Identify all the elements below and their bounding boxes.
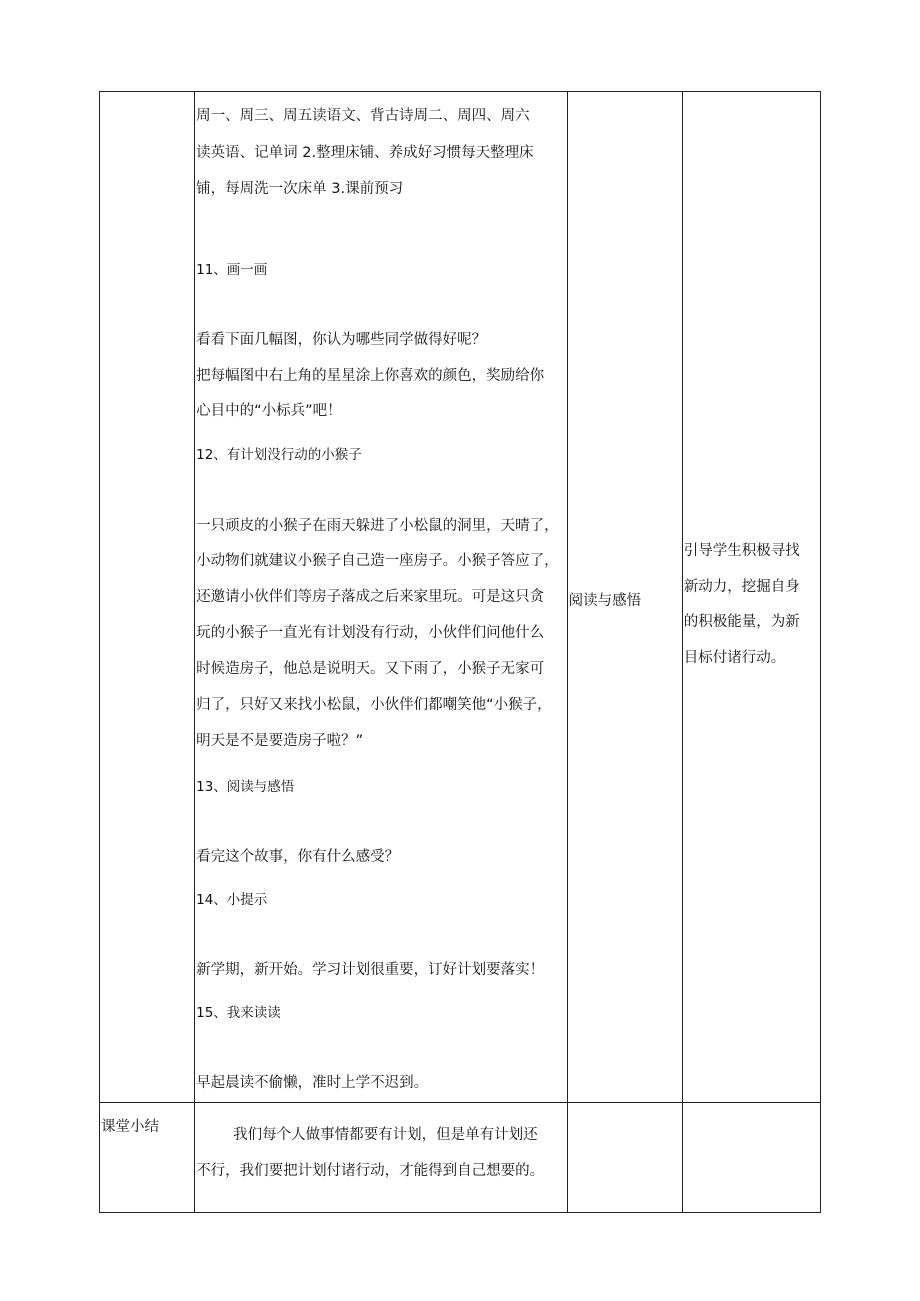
content-line: 周一、周三、周五读语文、背古诗周二、周四、周六 bbox=[196, 108, 530, 124]
section-heading: 12、有计划没行动的小猴子 bbox=[196, 447, 362, 463]
teaching-content-cell bbox=[195, 92, 568, 1103]
content-line: 把每幅图中右上角的星星涂上你喜欢的颜色，奖励给你 bbox=[196, 368, 545, 384]
summary-line: 不行，我们要把计划付诸行动，才能得到自己想要的。 bbox=[196, 1163, 545, 1179]
content-line: 明天是不是要造房子啦？” bbox=[196, 733, 364, 749]
student-activity-text: 阅读与感悟 bbox=[568, 593, 642, 609]
content-line: 还邀请小伙伴们等房子落成之后来家里玩。可是这只贪 bbox=[196, 589, 545, 605]
content-line: 铺，每周洗一次床单 3.课前预习 bbox=[196, 181, 404, 197]
student-activity-cell bbox=[567, 92, 682, 1103]
lesson-plan-table bbox=[99, 91, 821, 1213]
purpose-line: 引导学生积极寻找 bbox=[683, 543, 800, 559]
summary-label: 课堂小结 bbox=[101, 1119, 159, 1135]
summary-content-cell bbox=[195, 1103, 568, 1213]
design-purpose-cell bbox=[682, 92, 820, 1103]
section-heading: 13、阅读与感悟 bbox=[196, 779, 295, 795]
content-line: 早起晨读不偷懒，准时上学不迟到。 bbox=[196, 1075, 429, 1091]
content-line: 归了，只好又来找小松鼠，小伙伴们都嘲笑他“小猴子， bbox=[196, 697, 552, 713]
section-heading: 14、小提示 bbox=[196, 892, 268, 908]
content-line: 读英语、记单词 2.整理床铺、养成好习惯每天整理床 bbox=[196, 145, 534, 161]
content-line: 一只顽皮的小猴子在雨天躲进了小松鼠的洞里，天晴了， bbox=[196, 518, 559, 534]
content-line: 时候造房子，他总是说明天。又下雨了，小猴子无家可 bbox=[196, 661, 545, 677]
summary-line: 我们每个人做事情都要有计划，但是单有计划还 bbox=[233, 1127, 538, 1143]
purpose-line: 目标付诸行动。 bbox=[683, 650, 786, 666]
content-line: 看看下面几幅图，你认为哪些同学做得好呢？ bbox=[196, 332, 487, 348]
summary-purpose-cell bbox=[682, 1103, 820, 1213]
summary-activity-cell bbox=[567, 1103, 682, 1213]
lesson-row-summary bbox=[100, 1103, 821, 1213]
content-line: 玩的小猴子一直光有计划没有行动，小伙伴们问他什么 bbox=[196, 625, 545, 641]
content-line: 新学期，新开始。学习计划很重要，订好计划要落实！ bbox=[196, 962, 545, 978]
summary-label-cell bbox=[100, 1103, 195, 1213]
section-heading: 11、画一画 bbox=[196, 262, 268, 278]
purpose-line: 的积极能量，为新 bbox=[683, 614, 800, 630]
content-line: 小动物们就建议小猴子自己造一座房子。小猴子答应了， bbox=[196, 553, 559, 569]
section-label-cell bbox=[100, 92, 195, 1103]
section-heading: 15、我来读读 bbox=[196, 1005, 281, 1021]
content-line: 心目中的“小标兵”吧！ bbox=[196, 403, 342, 419]
content-line: 看完这个故事，你有什么感受？ bbox=[196, 849, 400, 865]
purpose-line: 新动力，挖掘自身 bbox=[683, 579, 800, 595]
lesson-row-activities bbox=[100, 92, 821, 1103]
